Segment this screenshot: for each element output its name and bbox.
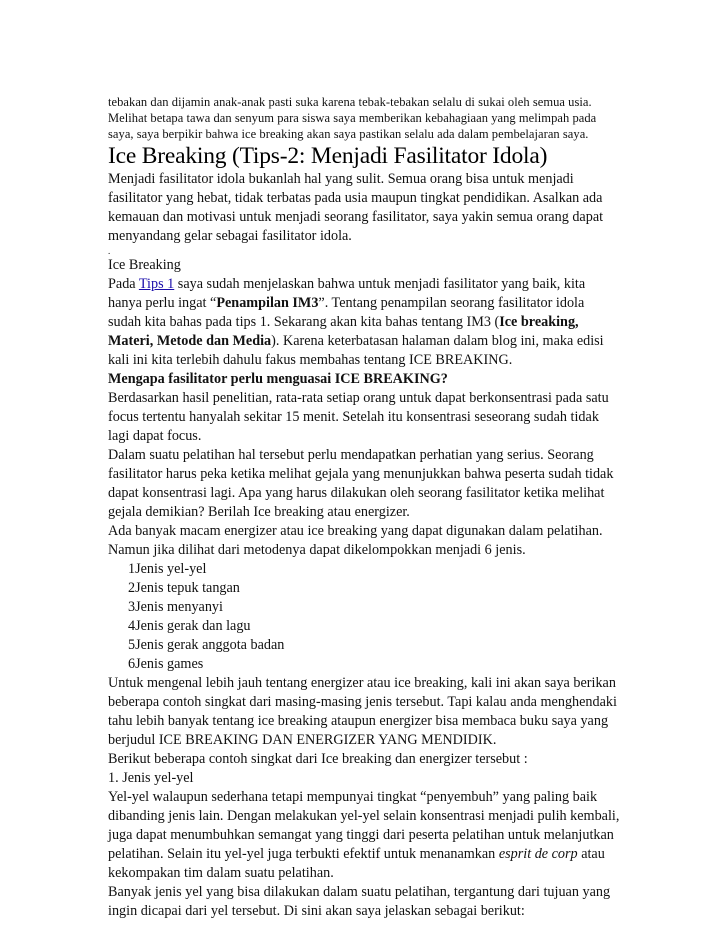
paragraph-banyak-jenis: Banyak jenis yel yang bisa dilakukan dalam suatu pelatihan, tergantung dari tujuan yang ingin dicapai dari yel tersebut. Di sini akan saya jelaskan sebagai berikut:: [108, 884, 611, 919]
subheading-text: Mengapa fasilitator perlu menguasai ICE BREAKING?: [108, 371, 448, 387]
paragraph-macam-energizer: Ada banyak macam energizer atau ice breaking yang dapat digunakan dalam pelatihan. Namun jika dilihat dari metodenya dapat dikelompokkan menjadi 6 jenis.: [108, 523, 603, 558]
paragraph-berikut: Berikut beberapa contoh singkat dari Ice breaking dan energizer tersebut :: [108, 751, 528, 767]
paragraph-pelatihan: Dalam suatu pelatihan hal tersebut perlu mendapatkan perhatian yang serius. Seorang fasilitator harus peka ketika melihat gejala yang menunjukkan bahwa peserta sudah tidak dapat konsentrasi lagi. Apa yang harus dilakukan oleh seorang fasilitator ketika melihat gejala demikian? Berilah Ice breaking atau energizer.: [108, 447, 614, 520]
paragraph-penelitian: Berdasarkan hasil penelitian, rata-rata setiap orang untuk dapat berkonsentrasi pada satu focus tertentu hanyalah sekitar 15 menit. Setelah itu konsentrasi seseorang sudah tidak lagi dapat focus.: [108, 390, 609, 444]
paragraph-yel-yel: [108, 788, 620, 883]
intro-paragraph-1: tebakan dan dijamin anak-anak pasti suka karena tebak-tebakan selalu di sukai oleh semua usia.: [108, 95, 592, 109]
article-heading: Ice Breaking (Tips-2: Menjadi Fasilitator Idola): [108, 143, 548, 169]
bold-im3-items: Ice breaking, Materi, Metode dan Media: [108, 314, 579, 349]
jenis-list: [108, 560, 620, 674]
list-item: 5Jenis gerak anggota badan: [128, 637, 285, 653]
text-segment: saya sudah menjelaskan bahwa untuk menjadi fasilitator yang baik, kita hanya perlu ingat “: [108, 276, 586, 311]
text-segment: Yel-yel walaupun sederhana tetapi mempunyai tingkat “penyembuh” yang paling baik dibanding jenis lain. Dengan melakukan yel-yel selain konsentrasi menjadi pulih kembali, juga dapat menumbuhkan semangat yang tinggi dari peserta pelatihan untuk melanjutkan pelatihan. Selain itu yel-yel juga terbukti efektif untuk menanamkan: [108, 789, 620, 862]
paragraph-contoh: Untuk mengenal lebih jauh tentang energizer atau ice breaking, kali ini akan saya berikan beberapa contoh singkat dari masing-masing jenis tersebut. Tapi kalau anda menghendaki tahu lebih banyak tentang ice breaking ataupun energizer bisa membaca buku saya yang berjudul ICE BREAKING DAN ENERGIZER YANG MENDIDIK.: [108, 675, 617, 748]
list-item: 4Jenis gerak dan lagu: [128, 618, 251, 634]
paragraph-tips: [108, 275, 620, 370]
subheading: [108, 370, 620, 389]
document-page: [108, 94, 620, 921]
intro-paragraph-2: Melihat betapa tawa dan senyum para siswa saya memberikan kebahagiaan yang melimpah pada saya, saya berpikir bahwa ice breaking akan saya pastikan selalu ada dalam pembelajaran saya.: [108, 111, 597, 141]
section-label: Ice Breaking: [108, 257, 181, 273]
text-segment: ). Karena keterbatasan halaman dalam blog ini, maka edisi kali ini kita terlebih dahulu fakus membahas tentang ICE BREAKING.: [108, 333, 604, 368]
list-item: 1Jenis yel-yel: [128, 561, 207, 577]
tips-1-link[interactable]: Tips 1: [138, 276, 175, 292]
list-item: 6Jenis games: [128, 656, 204, 672]
list-item: 2Jenis tepuk tangan: [128, 580, 240, 596]
bold-penampilan-im3: Penampilan IM3: [216, 295, 319, 311]
separator-dot: .: [108, 246, 111, 256]
paragraph-intro-fasilitator: Menjadi fasilitator idola bukanlah hal yang sulit. Semua orang bisa untuk menjadi fasilitator yang hebat, tidak terbatas pada usia maupun tingkat pendidikan. Asalkan ada kemauan dan motivasi untuk menjadi seorang fasilitator, saya yakin semua orang dapat menyandang gelar sebagai fasilitator idola.: [108, 171, 604, 244]
list-item: 3Jenis menyanyi: [128, 599, 223, 615]
text-segment: atau kekompakan tim dalam suatu pelatihan.: [108, 846, 605, 881]
paragraph-jenis-yel: 1. Jenis yel-yel: [108, 770, 194, 786]
text-segment: Pada: [108, 276, 139, 292]
text-segment: ”. Tentang penampilan seorang fasilitator idola sudah kita bahas pada tips 1. Sekarang akan kita bahas tentang IM3 (: [108, 295, 585, 330]
italic-esprit-de-corp: esprit de corp: [498, 846, 578, 862]
